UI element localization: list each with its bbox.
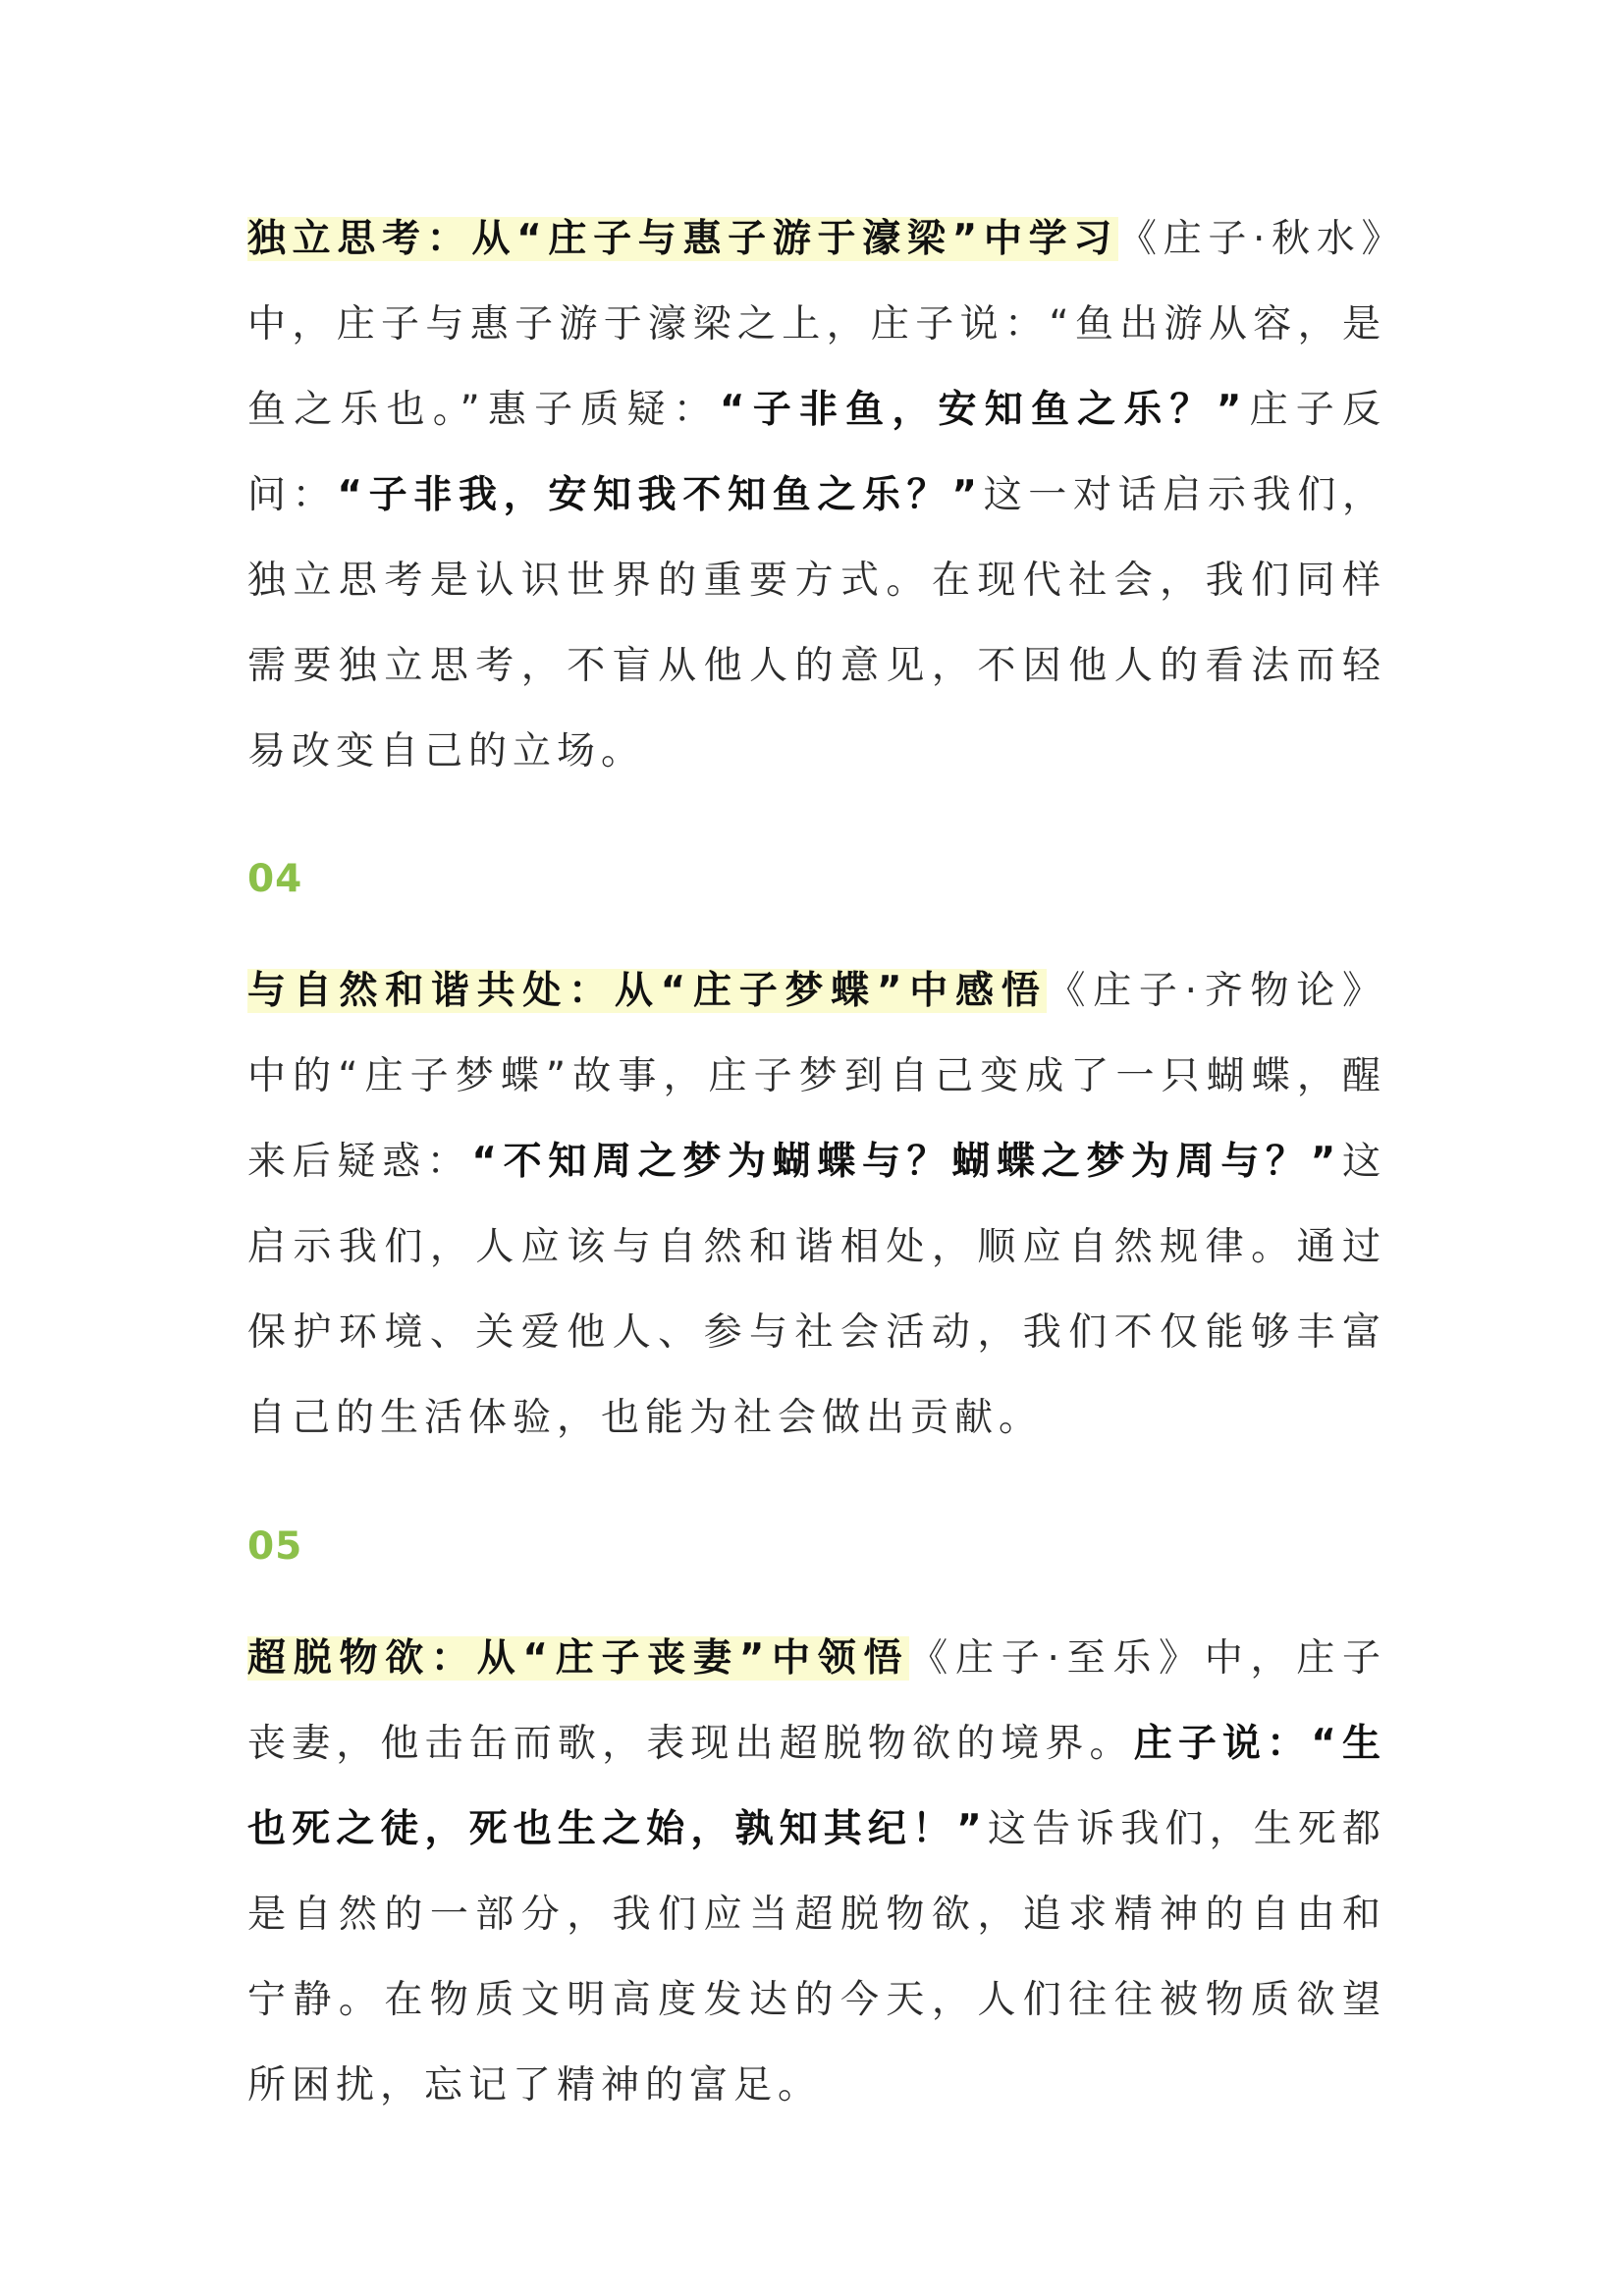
body-text: 这告诉我们，生死都是自然的一部分，我们应当超脱物欲，追求精神的自由和宁静。在物质文明高度发达的今天，人们往往被物质欲望所困扰，忘记了精神的富足。 <box>247 1807 1386 2108</box>
section-heading: 超脱物欲：从“庄子丧妻”中领悟 <box>247 1636 910 1681</box>
section-number: 05 <box>247 1524 303 1569</box>
bold-quote: “子非鱼，安知鱼之乐？” <box>719 388 1248 432</box>
section-heading: 独立思考：从“庄子与惠子游于濠梁”中学习 <box>247 217 1118 261</box>
body-text: 《庄子·秋水》中，庄子与惠子游于濠梁之上，庄子说：“鱼出游从容，是鱼之乐也。”惠子质疑： <box>247 217 1386 432</box>
body-text: 《庄子·齐物论》中的“庄子梦蝶”故事，庄子梦到自己变成了一只蝴蝶，醒来后疑惑： <box>247 969 1386 1184</box>
bold-quote: “子非我，安知我不知鱼之乐？” <box>337 473 983 517</box>
body-text: 庄子反问： <box>247 388 1386 517</box>
bold-quote: “不知周之梦为蝴蝶与？蝴蝶之梦为周与？” <box>471 1140 1342 1184</box>
body-text: 《庄子·至乐》中，庄子丧妻，他击缶而歌，表现出超脱物欲的境界。 <box>247 1636 1386 1766</box>
section-heading: 与自然和谐共处：从“庄子梦蝶”中感悟 <box>247 969 1048 1013</box>
body-text: 这启示我们，人应该与自然和谐相处，顺应自然规律。通过保护环境、关爱他人、参与社会活动，我们不仅能够丰富自己的生活体验，也能为社会做出贡献。 <box>247 1140 1386 1440</box>
section-paragraph-independent-thinking <box>247 196 1386 794</box>
section-paragraph-harmony-with-nature <box>247 948 1386 1461</box>
section-number: 04 <box>247 857 303 901</box>
bold-quote: 庄子说：“生也死之徒，死也生之始，孰知其纪！” <box>247 1722 1386 1851</box>
body-text: 这一对话启示我们，独立思考是认识世界的重要方式。在现代社会，我们同样需要独立思考，不盲从他人的意见，不因他人的看法而轻易改变自己的立场。 <box>247 473 1386 774</box>
section-paragraph-transcend-desire <box>247 1616 1386 2128</box>
